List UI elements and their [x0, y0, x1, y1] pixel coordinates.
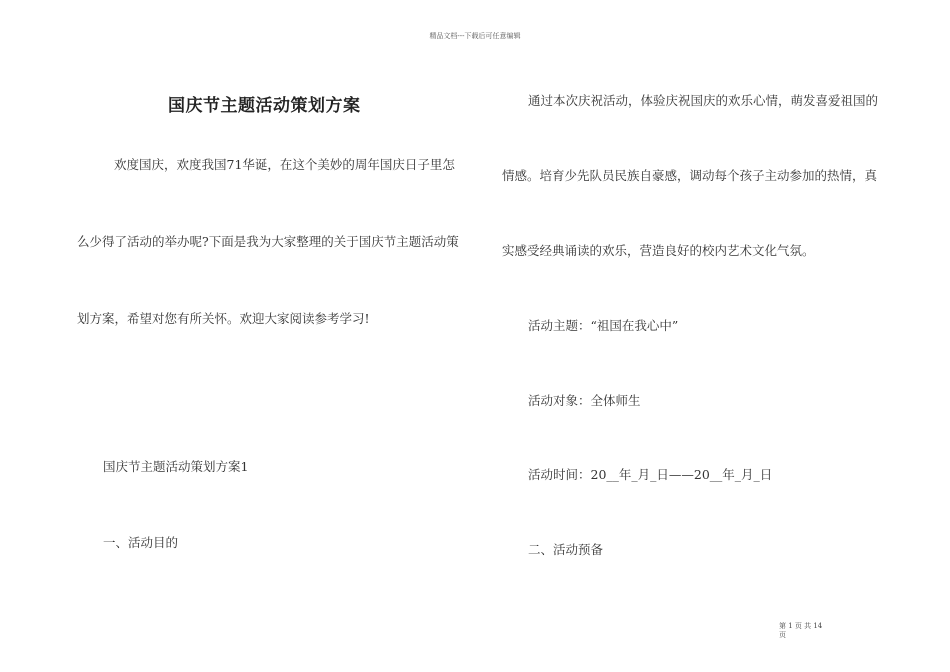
intro-paragraph-line-1: 欢度国庆，欢度我国71华诞，在这个美妙的周年国庆日子里怎	[114, 157, 455, 172]
activity-audience: 活动对象：全体师生	[528, 393, 641, 408]
page-number-line-2: 页	[779, 631, 786, 639]
page-header: 精品文档---下载后可任意编辑	[429, 32, 521, 40]
activity-theme: 活动主题：“祖国在我心中”	[528, 318, 679, 333]
document-title: 国庆节主题活动策划方案	[168, 96, 361, 116]
activity-time: 活动时间：20__年_月_日——20__年_月_日	[528, 467, 773, 482]
intro-paragraph-line-2: 么少得了活动的举办呢?下面是我为大家整理的关于国庆节主题活动策	[77, 234, 459, 249]
heading-activity-purpose: 一、活动目的	[103, 535, 179, 550]
purpose-line-3: 实感受经典诵读的欢乐，营造良好的校内艺术文化气氛。	[502, 243, 815, 258]
purpose-line-1: 通过本次庆祝活动，体验庆祝国庆的欢乐心情，萌发喜爱祖国的	[528, 93, 879, 108]
page-number-line-1: 第 1 页 共 14	[779, 622, 823, 630]
intro-paragraph-line-3: 划方案，希望对您有所关怀。欢迎大家阅读参考学习!	[77, 311, 370, 326]
section-title: 国庆节主题活动策划方案1	[103, 459, 249, 474]
purpose-line-2: 情感。培育少先队员民族自豪感，调动每个孩子主动参加的热情，真	[502, 168, 878, 183]
heading-activity-preparation: 二、活动预备	[528, 542, 604, 557]
page-number	[779, 622, 839, 640]
